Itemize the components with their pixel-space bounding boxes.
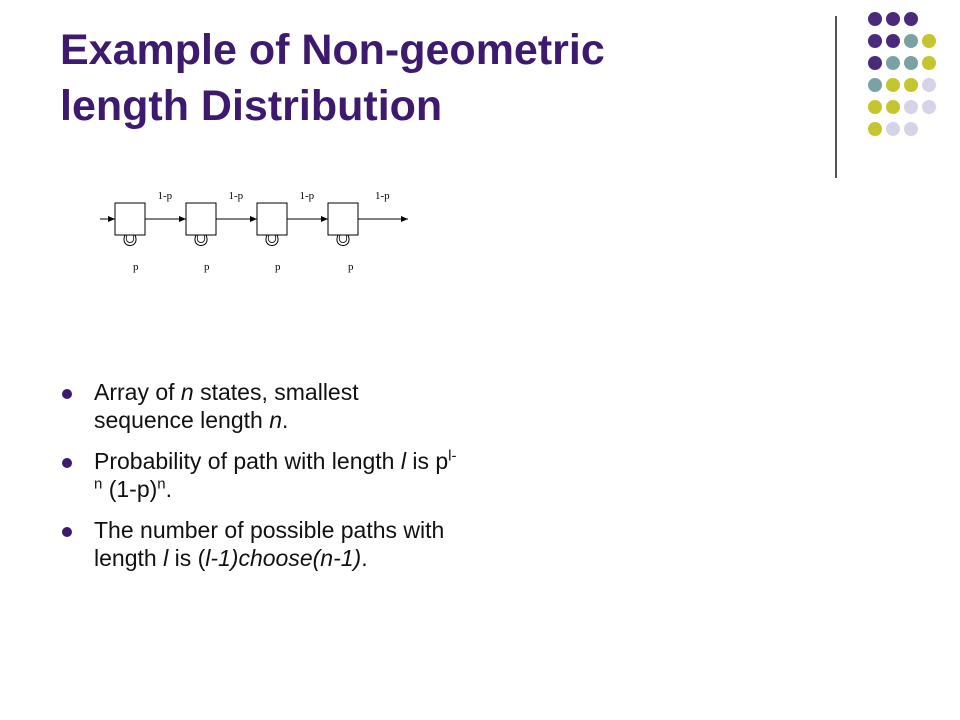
decorative-dot — [922, 56, 936, 70]
decorative-dot — [886, 12, 900, 26]
decorative-dot — [904, 122, 918, 136]
bullet-list — [60, 378, 460, 585]
decorative-dot — [886, 122, 900, 136]
self-loop-inner — [126, 235, 133, 243]
loop-label: p — [133, 261, 139, 273]
decorative-dot — [904, 34, 918, 48]
state-box — [328, 203, 358, 235]
decorative-dot — [868, 100, 882, 114]
bullet-dot-icon — [62, 527, 72, 537]
var-n: n — [180, 379, 194, 405]
edge-label: 1-p — [299, 190, 315, 202]
state-box — [257, 203, 287, 235]
bullet-item-2 — [60, 447, 460, 503]
decorative-dot — [922, 78, 936, 92]
bullet-text: The number of possible paths with length — [94, 517, 445, 571]
title-line-1: Example of Non-geometric — [60, 26, 605, 74]
bullet-dot-icon — [62, 389, 72, 399]
bullet-text: Array of — [94, 379, 181, 405]
decorative-dot — [904, 12, 918, 26]
bullet-text: Probability of path with length — [94, 448, 401, 474]
bullet-item-1 — [60, 378, 460, 434]
bullet-text: . — [165, 476, 173, 502]
loop-label: p — [348, 261, 354, 273]
decorative-dot — [886, 78, 900, 92]
decorative-dot — [868, 34, 882, 48]
self-loop-inner — [197, 235, 204, 243]
loop-label: p — [204, 261, 210, 273]
bullet-text: . — [361, 545, 368, 571]
self-loop-inner — [268, 235, 275, 243]
self-loop — [266, 235, 278, 246]
bullet-item-3 — [60, 516, 460, 572]
decorative-dot-grid — [850, 12, 950, 162]
state-box — [186, 203, 216, 235]
var-l: l — [163, 545, 169, 571]
italic-expression: l-1)choose(n-1) — [205, 545, 362, 571]
state-chain-diagram — [95, 178, 415, 288]
var-l: l — [400, 448, 406, 474]
decorative-dot — [886, 56, 900, 70]
exponent: l-n — [94, 447, 457, 493]
exponent: n — [157, 475, 166, 493]
edge-label: 1-p — [157, 190, 173, 202]
bullet-text: . — [282, 407, 289, 433]
bullet-dot-icon — [62, 458, 72, 468]
bullet-text: is p — [405, 448, 449, 474]
decorative-dot — [886, 34, 900, 48]
edge-label: 1-p — [375, 190, 390, 202]
decorative-dot — [868, 12, 882, 26]
self-loop — [195, 235, 207, 246]
var-n: n — [269, 407, 282, 433]
self-loop — [124, 235, 136, 246]
bullet-text: is ( — [168, 545, 206, 571]
decorative-dot — [922, 34, 936, 48]
vertical-divider — [835, 16, 837, 178]
decorative-dot — [868, 122, 882, 136]
page-title — [60, 22, 800, 134]
bullet-text: (1-p) — [102, 476, 158, 502]
state-box — [115, 203, 145, 235]
title-line-2: length Distribution — [60, 82, 443, 130]
bullet-text: states, smallest sequence length — [94, 379, 359, 433]
decorative-dot — [904, 56, 918, 70]
decorative-dot — [886, 100, 900, 114]
self-loop — [337, 235, 349, 246]
loop-label: p — [275, 261, 281, 273]
decorative-dot — [904, 78, 918, 92]
decorative-dot — [904, 100, 918, 114]
self-loop-inner — [339, 235, 346, 243]
decorative-dot — [868, 56, 882, 70]
edge-label: 1-p — [228, 190, 244, 202]
decorative-dot — [868, 78, 882, 92]
decorative-dot — [922, 100, 936, 114]
